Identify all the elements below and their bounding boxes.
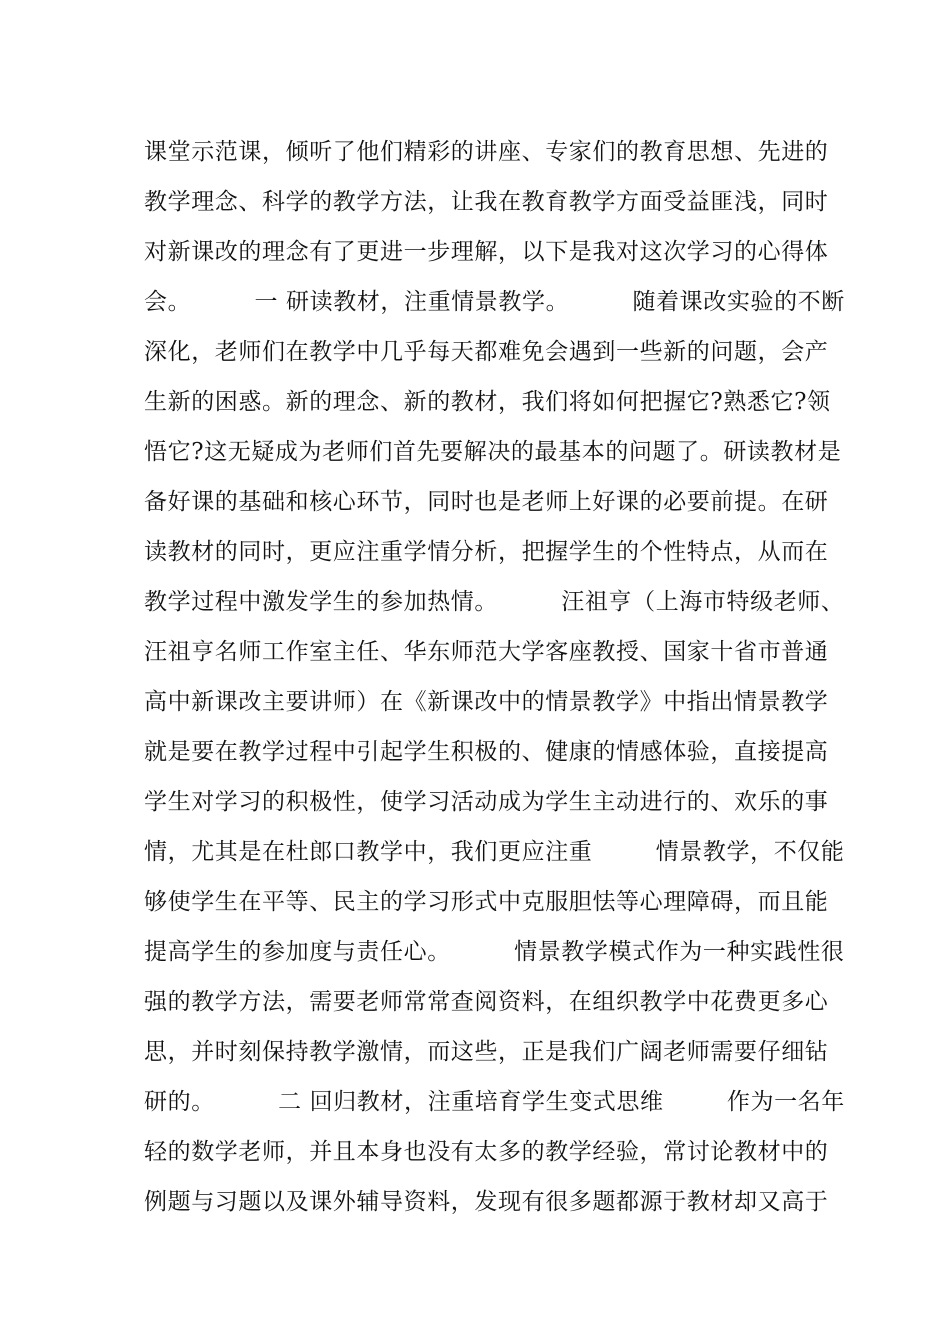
text-line: 高中新课改主要讲师）在《新课改中的情景教学》中指出情景教学 <box>144 689 829 715</box>
text-line: 生新的困惑。新的理念、新的教材，我们将如何把握它?熟悉它?领 <box>144 389 831 415</box>
text-line: 会。 一 研读教材，注重情景教学。 随着课改实验的不断 <box>144 289 845 315</box>
text-line: 情，尤其是在杜郎口教学中，我们更应注重 情景教学，不仅能 <box>144 839 845 865</box>
text-line: 教学过程中激发学生的参加热情。 汪祖亨（上海市特级老师、 <box>144 589 845 615</box>
text-line: 读教材的同时，更应注重学情分析，把握学生的个性特点，从而在 <box>144 539 829 565</box>
text-line: 对新课改的理念有了更进一步理解，以下是我对这次学习的心得体 <box>144 239 829 265</box>
text-line: 悟它?这无疑成为老师们首先要解决的最基本的问题了。研读教材是 <box>144 439 842 465</box>
text-line: 汪祖亨名师工作室主任、华东师范大学客座教授、国家十省市普通 <box>144 639 829 665</box>
text-line: 提高学生的参加度与责任心。 情景教学模式作为一种实践性很 <box>144 939 845 965</box>
text-line: 就是要在教学过程中引起学生积极的、健康的情感体验，直接提高 <box>144 739 829 765</box>
text-line: 教学理念、科学的教学方法，让我在教育教学方面受益匪浅，同时 <box>144 189 829 215</box>
text-line: 学生对学习的积极性，使学习活动成为学生主动进行的、欢乐的事 <box>144 789 829 815</box>
text-line: 深化，老师们在教学中几乎每天都难免会遇到一些新的问题，会产 <box>144 339 829 365</box>
text-line: 课堂示范课，倾听了他们精彩的讲座、专家们的教育思想、先进的 <box>144 139 829 165</box>
text-line: 轻的数学老师，并且本身也没有太多的教学经验，常讨论教材中的 <box>144 1139 829 1165</box>
text-line: 强的教学方法，需要老师常常查阅资料，在组织教学中花费更多心 <box>144 989 829 1015</box>
text-line: 思，并时刻保持教学激情，而这些，正是我们广阔老师需要仔细钻 <box>144 1039 829 1065</box>
text-line: 研的。 二 回归教材，注重培育学生变式思维 作为一名年 <box>144 1089 845 1115</box>
text-line: 例题与习题以及课外辅导资料，发现有很多题都源于教材却又高于 <box>144 1189 829 1215</box>
text-line: 够使学生在平等、民主的学习形式中克服胆怯等心理障碍，而且能 <box>144 889 829 915</box>
text-line: 备好课的基础和核心环节，同时也是老师上好课的必要前提。在研 <box>144 489 829 515</box>
